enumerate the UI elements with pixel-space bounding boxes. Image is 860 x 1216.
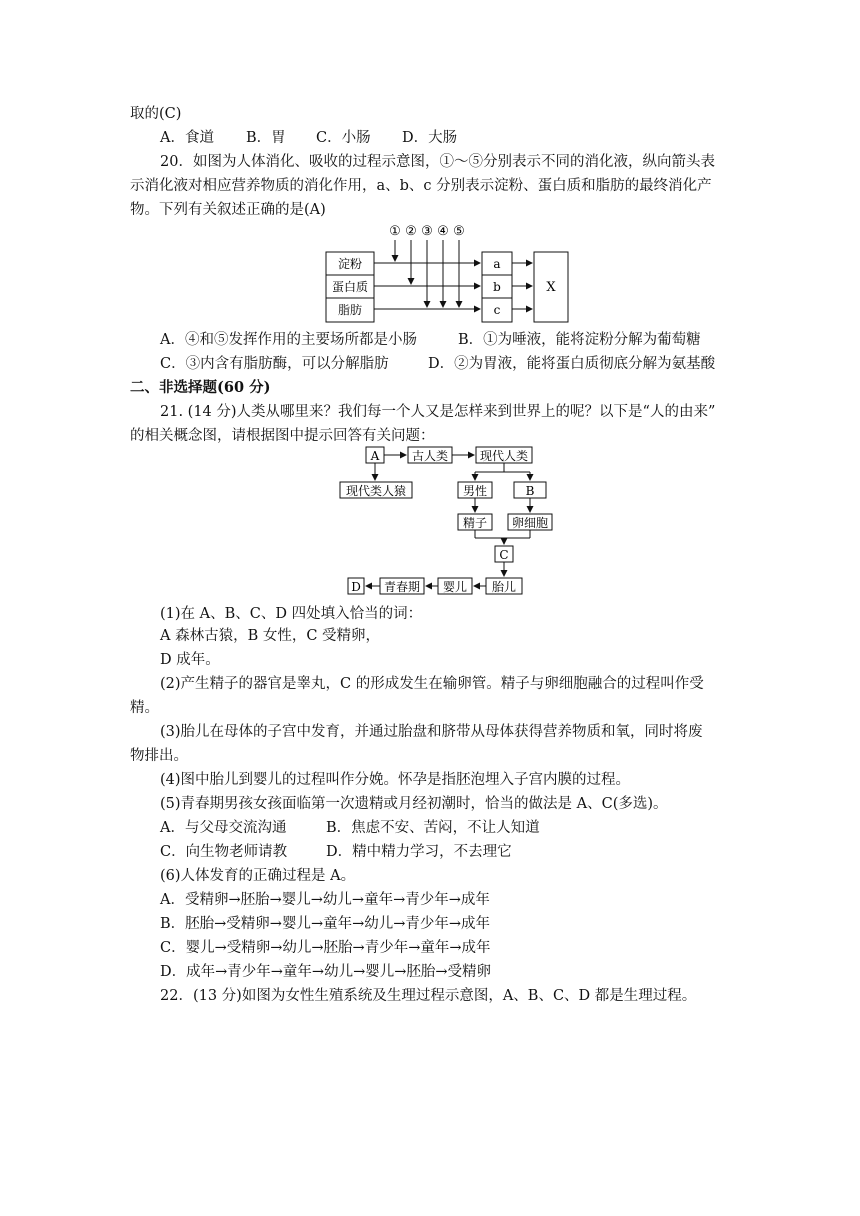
q20-option-b: B．①为唾液，能将淀粉分解为葡萄糖 (458, 332, 701, 348)
digestion-diagram (320, 218, 590, 328)
q19-option-c: C．小肠 (316, 130, 371, 146)
q21-p1a: A 森林古猿，B 女性，C 受精卵， (160, 628, 381, 644)
product-b: b (493, 280, 501, 294)
q20-line2: 示消化液对相应营养物质的消化作用，a、b、c 分别表示淀粉、蛋白质和脂肪的最终消化产 (130, 178, 712, 194)
cm-a: A (370, 449, 380, 463)
cm-modern: 现代人类 (479, 449, 529, 463)
q21-p5-option-c: C．向生物老师请教 (160, 844, 288, 860)
q21-p6-option-a: A．受精卵→胚胎→婴儿→幼儿→童年→青少年→成年 (160, 892, 490, 908)
q20-option-d: D．②为胃液，能将蛋白质彻底分解为氨基酸 (428, 356, 716, 372)
cm-infant: 婴儿 (442, 580, 468, 594)
product-c: c (493, 303, 501, 317)
concept-map (336, 444, 566, 600)
q20-line1: 20．如图为人体消化、吸收的过程示意图，①～⑤分别表示不同的消化液，纵向箭头表 (160, 154, 715, 170)
cm-puberty: 青春期 (383, 580, 421, 594)
cm-d: D (351, 580, 361, 594)
q22-line1: 22．(13 分)如图为女性生殖系统及生理过程示意图，A、B、C、D 都是生理过程。 (160, 988, 697, 1004)
q21-p2b: 精。 (130, 700, 159, 716)
juice-label-3: ③ (421, 224, 433, 239)
cm-ancient: 古人类 (411, 449, 449, 463)
q21-p5-option-a: A．与父母交流沟通 (160, 820, 287, 836)
cm-egg: 卵细胞 (511, 516, 549, 530)
q21-p6-option-b: B．胚胎→受精卵→婴儿→童年→幼儿→青少年→成年 (160, 916, 491, 932)
q19-options (160, 128, 457, 148)
q20-option-a: A．④和⑤发挥作用的主要场所都是小肠 (160, 332, 417, 348)
cm-sperm: 精子 (462, 516, 488, 530)
q21-p5-option-b: B．焦虑不安、苦闷，不让人知道 (326, 820, 540, 836)
cm-c: C (499, 548, 509, 562)
q21-p3a: (3)胎儿在母体的子宫中发育，并通过胎盘和脐带从母体获得营养物质和氧，同时将废 (160, 724, 703, 740)
section-heading: 二、非选择题(60 分) (130, 379, 271, 396)
q21-p3b: 物排出。 (130, 748, 188, 764)
q20-line3: 物。下列有关叙述正确的是(A) (130, 202, 326, 218)
cm-fetus: 胎儿 (491, 580, 517, 594)
q21-p6-option-d: D．成年→青少年→童年→幼儿→婴儿→胚胎→受精卵 (160, 964, 492, 980)
q20-option-c: C．③内含有脂肪酶，可以分解脂肪 (160, 356, 389, 372)
q21-p2a: (2)产生精子的器官是睾丸，C 的形成发生在输卵管。精子与卵细胞融合的过程叫作受 (160, 676, 704, 692)
juice-label-1: ① (389, 224, 401, 239)
q19-tail: 取的(C) (130, 106, 182, 122)
q21-line1: 21. (14 分)人类从哪里来？我们每一个人又是怎样来到世界上的呢？以下是“人的由来” (160, 404, 716, 420)
nutrient-protein: 蛋白质 (331, 280, 369, 294)
q21-p4: (4)图中胎儿到婴儿的过程叫作分娩。怀孕是指胚泡埋入子宫内膜的过程。 (160, 772, 631, 788)
cm-ape: 现代类人猿 (345, 484, 407, 498)
q21-line2: 的相关概念图，请根据图中提示回答有关问题： (130, 428, 435, 444)
q21-p5-option-d: D．精中精力学习，不去理它 (326, 844, 512, 860)
q21-p1: (1)在 A、B、C、D 四处填入恰当的词： (160, 606, 423, 622)
product-a: a (493, 257, 501, 271)
cm-male: 男性 (462, 484, 488, 498)
q21-p5: (5)青春期男孩女孩面临第一次遗精或月经初潮时，恰当的做法是 A、C(多选)。 (160, 796, 668, 812)
q19-option-a: A．食道 (160, 130, 214, 146)
q19-option-b: B．胃 (246, 130, 286, 146)
cm-b: B (525, 484, 535, 498)
q21-p1b: D 成年。 (160, 652, 220, 668)
nutrient-fat: 脂肪 (337, 303, 363, 317)
q21-p6-option-c: C．婴儿→受精卵→幼儿→胚胎→青少年→童年→成年 (160, 940, 491, 956)
juice-label-2: ② (405, 224, 417, 239)
q19-option-d: D．大肠 (402, 130, 458, 146)
q21-p6: (6)人体发育的正确过程是 A。 (160, 868, 356, 884)
nutrient-starch: 淀粉 (337, 257, 363, 271)
absorption-x: X (546, 280, 556, 295)
juice-label-5: ⑤ (453, 224, 465, 239)
juice-label-4: ④ (437, 224, 449, 239)
